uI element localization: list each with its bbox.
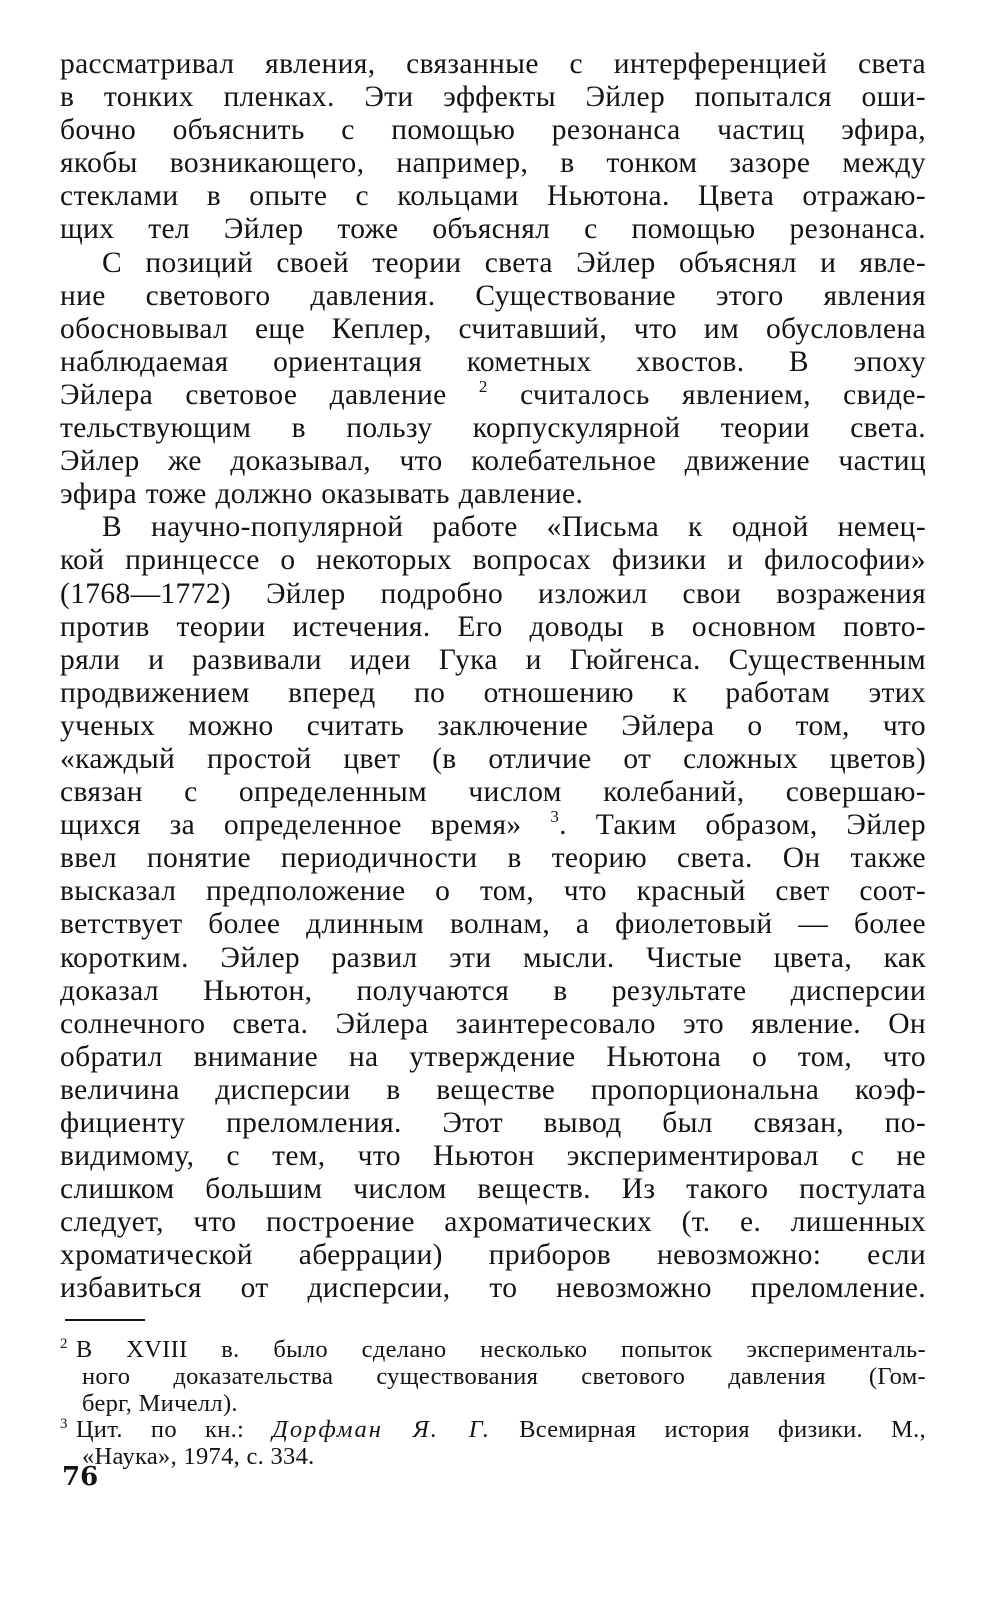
- text-line-content: рассматривал явления, связанные с интерференцией света: [60, 48, 926, 80]
- text-line: [60, 478, 926, 511]
- footnote-text: «Наука», 1974, с. 334.: [82, 1443, 315, 1471]
- text-line-content: бочно объяснить с помощью резонанса частиц эфира,: [60, 114, 926, 147]
- footnote-marker: 2: [60, 1336, 68, 1352]
- footnote-divider: [65, 1319, 145, 1321]
- text-line: [60, 743, 926, 776]
- text-line-content: стеклами в опыте с кольцами Ньютона. Цвета отражаю-: [60, 180, 926, 213]
- text-line: [60, 114, 926, 147]
- text-line-content: величина дисперсии в веществе пропорциональна коэф-: [60, 1073, 926, 1106]
- text-line: [60, 644, 926, 677]
- text-line: [60, 544, 926, 577]
- text-line-content: связан с определенным числом колебаний, совершаю-: [60, 776, 926, 809]
- main-text: [60, 48, 926, 1306]
- text-line: [60, 1041, 926, 1074]
- text-line: [60, 1173, 926, 1206]
- text-line-content: наблюдаемая ориентация кометных хвостов. В эпоху: [60, 345, 926, 378]
- text-line-content: в тонких пленках. Эти эффекты Эйлер попытался оши-: [60, 81, 926, 114]
- text-line: [60, 147, 926, 180]
- text-line: [60, 842, 926, 875]
- footnote-line: [60, 1364, 926, 1391]
- text-line-content: тельствующим в пользу корпускулярной теории света.: [60, 412, 926, 445]
- text-line-content: Эйлера световое давление: [60, 378, 447, 411]
- text-line-content: обосновывал еще Кеплер, считавший, что им обусловлена: [60, 312, 926, 345]
- text-line: [60, 1008, 926, 1041]
- text-line: [60, 280, 926, 313]
- footnote-line: [60, 1444, 926, 1471]
- text-line-content: ние светового давления. Существование этого явления: [60, 279, 926, 312]
- text-line-content: «каждый простой цвет (в отличие от сложных цветов): [60, 742, 926, 775]
- footnote: [60, 1417, 926, 1471]
- footnote-reference: 3: [550, 807, 560, 827]
- text-line: [60, 1140, 926, 1173]
- text-line: [60, 710, 926, 743]
- text-line-content: хроматической аберрации) приборов невозможно: если: [60, 1239, 926, 1272]
- text-line-content: слишком большим числом веществ. Из такого постулата: [60, 1173, 926, 1206]
- text-line-content: избавиться от дисперсии, то невозможно преломление.: [60, 1272, 926, 1305]
- text-line: [60, 1272, 926, 1305]
- text-line-content: С позиций своей теории света Эйлер объяснял и явле-: [102, 246, 926, 279]
- text-line: [60, 776, 926, 809]
- footnote-text: В XVIII в. было сделано несколько попыток эксперименталь-: [75, 1336, 926, 1363]
- text-line: [60, 1206, 926, 1239]
- text-line-content: щихся за определенное время»: [60, 809, 522, 842]
- text-line-content: следует, что построение ахроматических (т. е. лишенных: [60, 1206, 926, 1239]
- text-line: [60, 875, 926, 908]
- text-line: [60, 942, 926, 975]
- footnotes: [60, 1337, 926, 1471]
- text-line: [60, 908, 926, 941]
- text-line-content: ветствует более длинным волнам, а фиолетовый — более: [60, 908, 926, 941]
- footnote-author: Дорфман Я. Г.: [272, 1416, 491, 1444]
- text-line: [60, 677, 926, 710]
- text-line: [60, 180, 926, 213]
- text-line-content: обратил внимание на утверждение Ньютона о том, что: [60, 1040, 926, 1073]
- text-line: [60, 1074, 926, 1107]
- text-line-content: Эйлер же доказывал, что колебательное движение частиц: [60, 445, 926, 478]
- footnote: [60, 1337, 926, 1417]
- page-number: 76: [62, 1462, 99, 1492]
- text-line: [60, 611, 926, 644]
- text-line-content: высказал предположение о том, что красный свет соот-: [60, 875, 926, 908]
- text-line: [60, 346, 926, 379]
- footnote-text: Цит. по кн.:: [75, 1416, 273, 1444]
- footnote-text: Всемирная история физики. М.,: [490, 1416, 926, 1444]
- text-line-content: доказал Ньютон, получаются в результате дисперсии: [60, 974, 926, 1007]
- footnote-reference: 2: [478, 376, 488, 396]
- text-line-content: видимому, с тем, что Ньютон экспериментировал с не: [60, 1140, 926, 1173]
- text-line-content: ученых можно считать заключение Эйлера о том, что: [60, 709, 926, 742]
- text-line-content: В научно-популярной работе «Письма к одной немец-: [102, 511, 926, 544]
- text-line-content: эфира тоже должно оказывать давление.: [60, 478, 584, 511]
- text-line: [60, 213, 926, 246]
- text-line: [60, 809, 926, 842]
- text-line-content: продвижением вперед по отношению к работам этих: [60, 676, 926, 709]
- text-line-content: против теории истечения. Его доводы в основном повто-: [60, 610, 926, 643]
- text-line-content: щих тел Эйлер тоже объяснял с помощью резонанса.: [60, 213, 926, 246]
- text-line: [60, 1239, 926, 1272]
- text-line-content: (1768—1772) Эйлер подробно изложил свои возражения: [60, 577, 926, 610]
- footnote-line: [60, 1391, 926, 1418]
- text-line: [60, 376, 926, 412]
- text-line: [60, 975, 926, 1008]
- text-line-content: ряли и развивали идеи Гука и Гюйгенса. Существенным: [60, 643, 926, 676]
- text-line-continuation: . Таким образом, Эйлер: [559, 809, 926, 842]
- footnote-line: [60, 1417, 926, 1444]
- text-line: [60, 247, 926, 280]
- footnote-text: берг, Мичелл).: [82, 1389, 238, 1417]
- text-line: [60, 313, 926, 346]
- text-line-content: ввел понятие периодичности в теорию света. Он также: [60, 842, 926, 875]
- text-line-continuation: считалось явлением, свиде-: [487, 378, 926, 411]
- text-line: [60, 1107, 926, 1140]
- text-line: [60, 48, 926, 81]
- footnote-line: [60, 1337, 926, 1364]
- text-line: [60, 445, 926, 478]
- text-line: [60, 81, 926, 114]
- text-line-content: фициенту преломления. Этот вывод был связан, по-: [60, 1107, 926, 1139]
- text-line-content: солнечного света. Эйлера заинтересовало это явление. Он: [60, 1007, 926, 1040]
- text-line: [60, 578, 926, 611]
- footnote-marker: 3: [60, 1416, 68, 1433]
- text-line-content: кой принцессе о некоторых вопросах физики и философии»: [60, 544, 926, 577]
- footnote-text: ного доказательства существования светового давления (Гом-: [82, 1362, 926, 1390]
- text-line-content: коротким. Эйлер развил эти мысли. Чистые цвета, как: [60, 941, 926, 974]
- text-line: [60, 412, 926, 445]
- text-line: [60, 511, 926, 544]
- text-line-content: якобы возникающего, например, в тонком зазоре между: [60, 147, 926, 180]
